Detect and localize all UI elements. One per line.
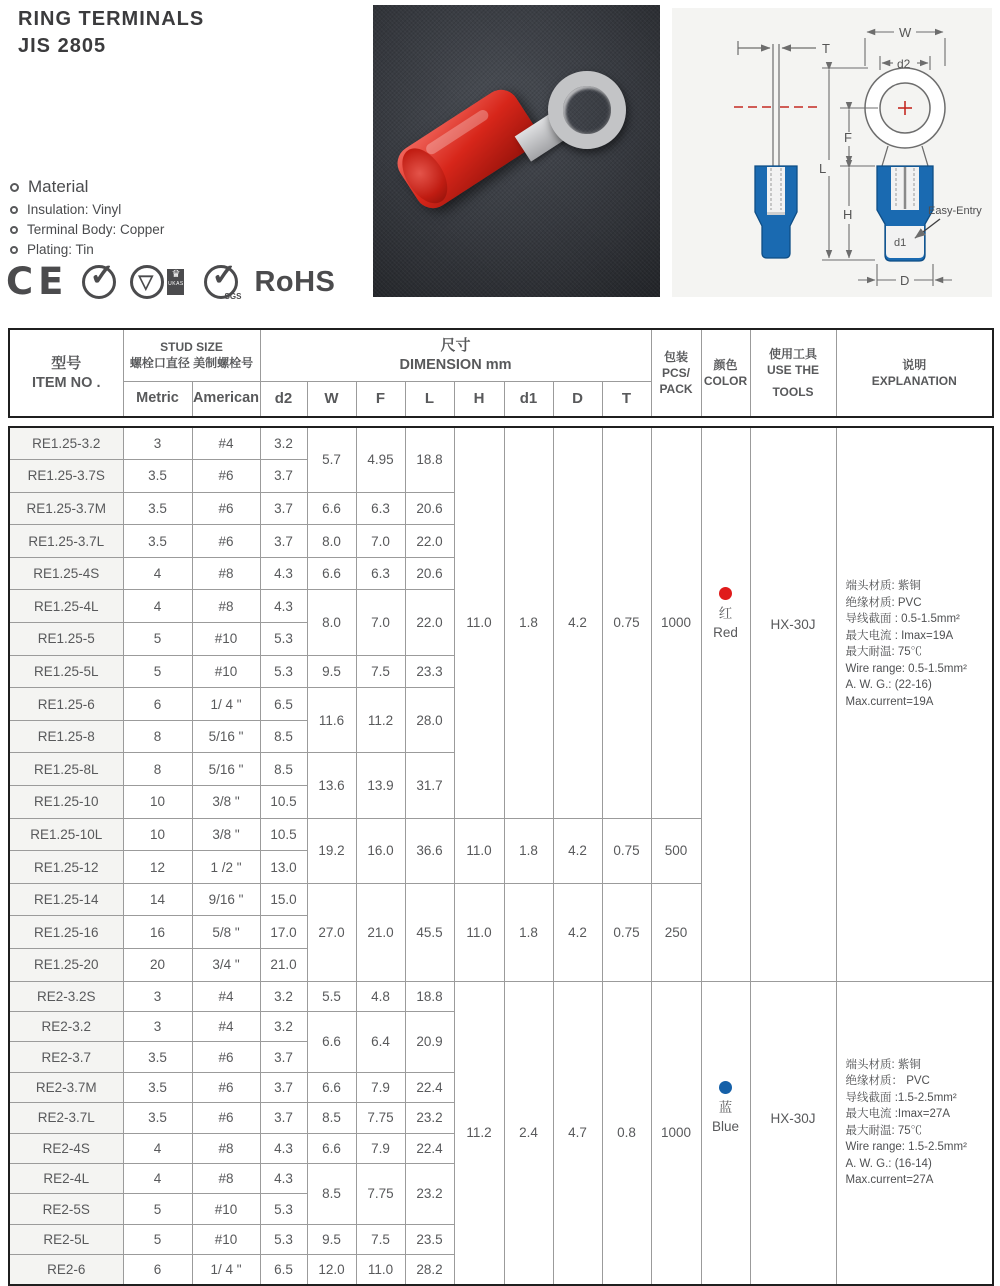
item-no-cell: RE1.25-8L [9,753,123,786]
item-no-cell: RE2-5S [9,1194,123,1224]
d2-cell: 15.0 [260,883,307,916]
american-cell: #8 [192,1163,260,1193]
w-cell: 6.6 [307,1072,356,1102]
col-header-t: T [602,381,651,417]
l-cell: 22.4 [405,1072,454,1102]
d2-cell: 3.7 [260,1042,307,1072]
f-cell: 7.75 [356,1163,405,1224]
explanation-zh: 说明 [902,358,927,372]
color-dot-icon [719,1081,732,1094]
col-header-tools [750,329,836,417]
material-item-row [10,222,164,237]
color-cell [701,981,750,1285]
metric-cell: 8 [123,720,192,753]
tools-en2: TOOLS [772,385,814,399]
f-cell: 13.9 [356,753,405,818]
l-cell: 23.2 [405,1103,454,1133]
explanation-line: 端头材质: 紫铜 [845,580,921,593]
metric-cell: 3.5 [123,1042,192,1072]
metric-cell: 10 [123,786,192,819]
dimension-zh: 尺寸 [440,336,471,354]
l-cell: 23.5 [405,1224,454,1254]
check-icon: ✓ [89,259,115,292]
terminal-ring [548,71,626,149]
d1-cell: 1.8 [504,883,553,981]
color-en: COLOR [703,374,748,388]
item-no-cell: RE1.25-3.7L [9,525,123,558]
explanation-cell [836,981,993,1285]
metric-cell: 16 [123,916,192,949]
l-cell: 23.2 [405,1163,454,1224]
item-no-cell: RE1.25-5L [9,655,123,688]
ring-bullet-icon [10,206,18,214]
item-no-cell: RE2-3.7L [9,1103,123,1133]
certification-row [6,261,335,303]
top-zone [0,0,1000,322]
explanation-line: 最大耐温: 75℃ [845,646,923,659]
sleeve-highlight [424,108,490,156]
w-cell: 13.6 [307,753,356,818]
metric-cell: 4 [123,590,192,623]
f-cell: 16.0 [356,818,405,883]
american-cell: 5/16 " [192,720,260,753]
material-item-row [10,242,164,257]
dim-label-l: L [819,161,827,176]
w-cell: 8.0 [307,525,356,558]
rohs-logo: RoHS [254,265,336,298]
material-item-row [10,202,164,217]
d1-cell: 1.8 [504,818,553,883]
w-cell: 9.5 [307,655,356,688]
american-cell: #6 [192,460,260,493]
american-cell: #6 [192,525,260,558]
item-no-cell: RE1.25-16 [9,916,123,949]
dim-label-d: D [900,273,910,288]
american-cell: #8 [192,557,260,590]
tools-zh: 使用工具 [768,347,817,361]
w-cell: 6.6 [307,557,356,590]
explanation-line: 绝缘材质： PVC [845,1075,930,1088]
w-cell: 5.5 [307,981,356,1011]
metric-cell: 4 [123,1133,192,1163]
american-cell: 1/ 4 " [192,688,260,721]
metric-cell: 3.5 [123,492,192,525]
w-cell: 19.2 [307,818,356,883]
d2-cell: 17.0 [260,916,307,949]
metric-cell: 6 [123,688,192,721]
tool-cell [750,427,836,981]
metric-cell: 3 [123,981,192,1011]
item-no-cell: RE2-4L [9,1163,123,1193]
material-heading-row [10,177,164,197]
d2-cell: 4.3 [260,590,307,623]
item-no-cell: RE2-4S [9,1133,123,1163]
w-cell: 8.5 [307,1163,356,1224]
material-heading: Material [28,177,89,196]
d2-cell: 4.3 [260,557,307,590]
metric-cell: 5 [123,1224,192,1254]
d2-cell: 10.5 [260,786,307,819]
f-cell: 4.8 [356,981,405,1011]
dim-label-d1: d1 [894,237,907,249]
metric-cell: 20 [123,949,192,982]
pcs-pack-cell: 250 [651,883,701,981]
d2-cell: 4.3 [260,1163,307,1193]
item-no-cell: RE1.25-14 [9,883,123,916]
metric-cell: 5 [123,655,192,688]
color-zh: 颜色 [713,358,738,372]
f-cell: 7.9 [356,1072,405,1102]
tool-model: HX-30J [770,616,816,632]
d2-cell: 4.3 [260,1133,307,1163]
h-cell: 11.0 [454,427,504,818]
col-header-f: F [356,381,405,417]
h-cell: 11.0 [454,883,504,981]
metric-cell: 3.5 [123,1103,192,1133]
h-cell: 11.0 [454,818,504,883]
metric-cell: 3 [123,1011,192,1041]
col-header-w: W [307,381,356,417]
stud-size-en: STUD SIZE [160,340,223,355]
ukas-badge [167,269,184,295]
col-header-l: L [405,381,454,417]
d1-cell: 2.4 [504,981,553,1285]
l-cell: 20.6 [405,557,454,590]
w-cell: 8.5 [307,1103,356,1133]
item-no-cell: RE1.25-4S [9,557,123,590]
d-cell: 4.2 [553,427,602,818]
w-cell: 9.5 [307,1224,356,1254]
american-cell: #4 [192,427,260,460]
metric-cell: 4 [123,557,192,590]
item-no-cell: RE1.25-10L [9,818,123,851]
dim-label-d2: d2 [897,57,911,71]
color-name-zh: 蓝 [718,1100,733,1116]
d2-cell: 5.3 [260,1224,307,1254]
ce-mark-logo: CE [6,260,69,303]
material-item: Plating: Tin [27,242,94,257]
item-no-cell: RE1.25-10 [9,786,123,819]
col-header-metric: Metric [123,381,192,417]
col-header-explanation [836,329,993,417]
item-no-cell: RE2-3.7 [9,1042,123,1072]
col-header-pack [651,329,701,417]
d-cell: 4.2 [553,818,602,883]
metric-cell: 8 [123,753,192,786]
col-header-h: H [454,381,504,417]
d2-cell: 13.0 [260,851,307,884]
d-cell: 4.2 [553,883,602,981]
l-cell: 20.6 [405,492,454,525]
spec-table-zone [8,328,992,1286]
spec-table-header [8,328,994,418]
h-cell: 11.2 [454,981,504,1285]
l-cell: 36.6 [405,818,454,883]
nqa-cert-logo [130,265,164,299]
col-header-color [701,329,750,417]
f-cell: 4.95 [356,427,405,492]
tool-model: HX-30J [770,1111,816,1127]
stud-size-zh: 螺栓口直径 美制螺栓号 [129,356,254,371]
item-no-cell: RE1.25-8 [9,720,123,753]
l-cell: 28.2 [405,1255,454,1285]
f-cell: 7.5 [356,1224,405,1254]
metric-cell: 6 [123,1255,192,1285]
product-photo [373,5,660,297]
pcs-pack-cell: 1000 [651,981,701,1285]
explanation-en: EXPLANATION [871,374,957,388]
american-cell: #10 [192,655,260,688]
explanation-line: 导线截面 :1.5-2.5mm² [845,1091,957,1104]
f-cell: 11.0 [356,1255,405,1285]
check-icon: ✓ [211,259,237,292]
dim-label-h: H [843,207,853,222]
american-cell: 3/4 " [192,949,260,982]
explanation-line: A. W. G.: (22-16) [845,679,932,692]
explanation-line: 导线截面 : 0.5-1.5mm² [845,613,960,626]
sleeve-end-cap [393,140,456,211]
explanation-line: 最大电流 : Imax=19A [845,629,954,642]
f-cell: 7.9 [356,1133,405,1163]
color-dot-icon [719,587,732,600]
dim-label-w: W [899,25,912,40]
color-name-en: Red [713,624,738,640]
crown-icon: ♛ [171,269,181,280]
f-cell: 6.4 [356,1011,405,1072]
dimension-en: DIMENSION mm [399,356,512,373]
color-name-zh: 红 [718,605,733,621]
explanation-line: A. W. G.: (16-14) [845,1157,932,1170]
american-cell: 9/16 " [192,883,260,916]
d1-cell: 1.8 [504,427,553,818]
explanation-line: Wire range: 0.5-1.5mm² [845,662,967,675]
item-no-cell: RE2-3.2S [9,981,123,1011]
metric-cell: 4 [123,1163,192,1193]
terminal-red-sleeve [391,83,544,215]
american-cell: #10 [192,1194,260,1224]
item-no-cell: RE1.25-6 [9,688,123,721]
item-no-zh: 型号 [51,354,82,372]
f-cell: 11.2 [356,688,405,753]
item-no-cell: RE1.25-20 [9,949,123,982]
l-cell: 20.9 [405,1011,454,1072]
w-cell: 6.6 [307,1011,356,1072]
col-header-dd: D [553,381,602,417]
col-header-item-no [9,329,123,417]
ring-bullet-icon [10,183,19,192]
d2-cell: 6.5 [260,688,307,721]
d2-cell: 5.3 [260,1194,307,1224]
f-cell: 21.0 [356,883,405,981]
american-cell: 3/8 " [192,786,260,819]
f-cell: 7.5 [356,655,405,688]
metric-cell: 3.5 [123,1072,192,1102]
d2-cell: 8.5 [260,720,307,753]
item-no-cell: RE1.25-4L [9,590,123,623]
dimension-diagram [672,8,992,297]
explanation-line: 绝缘材质: PVC [845,596,922,609]
american-cell: #6 [192,1042,260,1072]
col-header-american: American [192,381,260,417]
f-cell: 7.0 [356,525,405,558]
col-header-stud-size [123,329,260,381]
d2-cell: 3.7 [260,1103,307,1133]
d2-cell: 6.5 [260,1255,307,1285]
metric-cell: 12 [123,851,192,884]
t-cell: 0.8 [602,981,651,1285]
d2-cell: 5.3 [260,655,307,688]
american-cell: #6 [192,1072,260,1102]
american-cell: 5/8 " [192,916,260,949]
spec-table-body [8,426,994,1286]
item-no-cell: RE2-5L [9,1224,123,1254]
l-cell: 18.8 [405,427,454,492]
d2-cell: 3.7 [260,1072,307,1102]
sgs-label: SGS [224,292,242,301]
item-no-cell: RE2-3.2 [9,1011,123,1041]
explanation-line: 端头材质: 紫铜 [845,1058,921,1071]
diagram-svg [672,8,992,297]
explanation-cell [836,427,993,981]
f-cell: 7.75 [356,1103,405,1133]
ring-bullet-icon [10,246,18,254]
d2-cell: 3.2 [260,427,307,460]
w-cell: 12.0 [307,1255,356,1285]
material-item: Terminal Body: Copper [27,222,165,237]
metric-cell: 3.5 [123,460,192,493]
american-cell: #6 [192,1103,260,1133]
american-cell: #4 [192,981,260,1011]
item-no-cell: RE1.25-12 [9,851,123,884]
w-cell: 6.6 [307,1133,356,1163]
dim-label-f: F [844,130,852,145]
easy-entry-label: Easy-Entry [928,205,982,217]
d2-cell: 3.7 [260,525,307,558]
pack-zh: 包装 [663,350,688,364]
table-row [9,427,993,460]
w-cell: 8.0 [307,590,356,655]
f-cell: 7.0 [356,590,405,655]
metric-cell: 5 [123,623,192,656]
item-no-cell: RE2-3.7M [9,1072,123,1102]
t-cell: 0.75 [602,883,651,981]
american-cell: #8 [192,1133,260,1163]
american-cell: 5/16 " [192,753,260,786]
tool-cell [750,981,836,1285]
t-cell: 0.75 [602,818,651,883]
l-cell: 22.0 [405,525,454,558]
l-cell: 18.8 [405,981,454,1011]
item-no-cell: RE1.25-3.2 [9,427,123,460]
f-cell: 6.3 [356,557,405,590]
pcs-pack-cell: 1000 [651,427,701,818]
material-item: Insulation: Vinyl [27,202,122,217]
pack-en1: PCS/ [661,366,690,380]
american-cell: 1/ 4 " [192,1255,260,1285]
d2-cell: 10.5 [260,818,307,851]
d2-cell: 8.5 [260,753,307,786]
col-header-dimension [260,329,651,381]
metric-cell: 14 [123,883,192,916]
dim-label-t: T [822,41,830,56]
l-cell: 22.0 [405,590,454,655]
l-cell: 22.4 [405,1133,454,1163]
l-cell: 28.0 [405,688,454,753]
table-row [9,981,993,1011]
item-no-cell: RE2-6 [9,1255,123,1285]
american-cell: #10 [192,1224,260,1254]
d-cell: 4.7 [553,981,602,1285]
tools-en1: USE THE [766,363,819,377]
american-cell: #6 [192,492,260,525]
d2-cell: 3.2 [260,1011,307,1041]
explanation-line: 最大电流 :Imax=27A [845,1108,950,1121]
l-cell: 31.7 [405,753,454,818]
t-cell: 0.75 [602,427,651,818]
metric-cell: 10 [123,818,192,851]
page-title-line1: RING TERMINALS [18,8,205,30]
explanation-line: Max.current=27A [845,1174,934,1187]
f-cell: 6.3 [356,492,405,525]
american-cell: #10 [192,623,260,656]
ring-bullet-icon [10,226,18,234]
metric-cell: 5 [123,1194,192,1224]
american-cell: #8 [192,590,260,623]
sgs-cert-logo [204,259,242,301]
l-cell: 23.3 [405,655,454,688]
d2-cell: 21.0 [260,949,307,982]
color-name-en: Blue [711,1119,740,1135]
d2-cell: 3.7 [260,492,307,525]
w-cell: 6.6 [307,492,356,525]
metric-cell: 3.5 [123,525,192,558]
material-block [10,177,164,262]
american-cell: 3/8 " [192,818,260,851]
color-cell [701,427,750,981]
d2-cell: 3.7 [260,460,307,493]
col-header-d2: d2 [260,381,307,417]
l-cell: 45.5 [405,883,454,981]
w-cell: 27.0 [307,883,356,981]
d2-cell: 5.3 [260,623,307,656]
american-cell: #4 [192,1011,260,1041]
weee-cert-logo [82,259,116,299]
explanation-line: Max.current=19A [845,695,934,708]
american-cell: 1 /2 " [192,851,260,884]
item-no-cell: RE1.25-5 [9,623,123,656]
w-cell: 11.6 [307,688,356,753]
triangle-check-icon: ▽ [138,272,154,293]
explanation-line: Wire range: 1.5-2.5mm² [845,1141,967,1154]
explanation-line: 最大耐温: 75℃ [845,1124,923,1137]
metric-cell: 3 [123,427,192,460]
d2-cell: 3.2 [260,981,307,1011]
pack-en2: PACK [659,382,693,396]
item-no-en: ITEM NO . [32,374,101,391]
pcs-pack-cell: 500 [651,818,701,883]
item-no-cell: RE1.25-3.7M [9,492,123,525]
page-title-line2: JIS 2805 [18,35,107,57]
item-no-cell: RE1.25-3.7S [9,460,123,493]
page-title [18,6,204,60]
w-cell: 5.7 [307,427,356,492]
ukas-label: UKAS [168,281,184,287]
col-header-d1: d1 [504,381,553,417]
